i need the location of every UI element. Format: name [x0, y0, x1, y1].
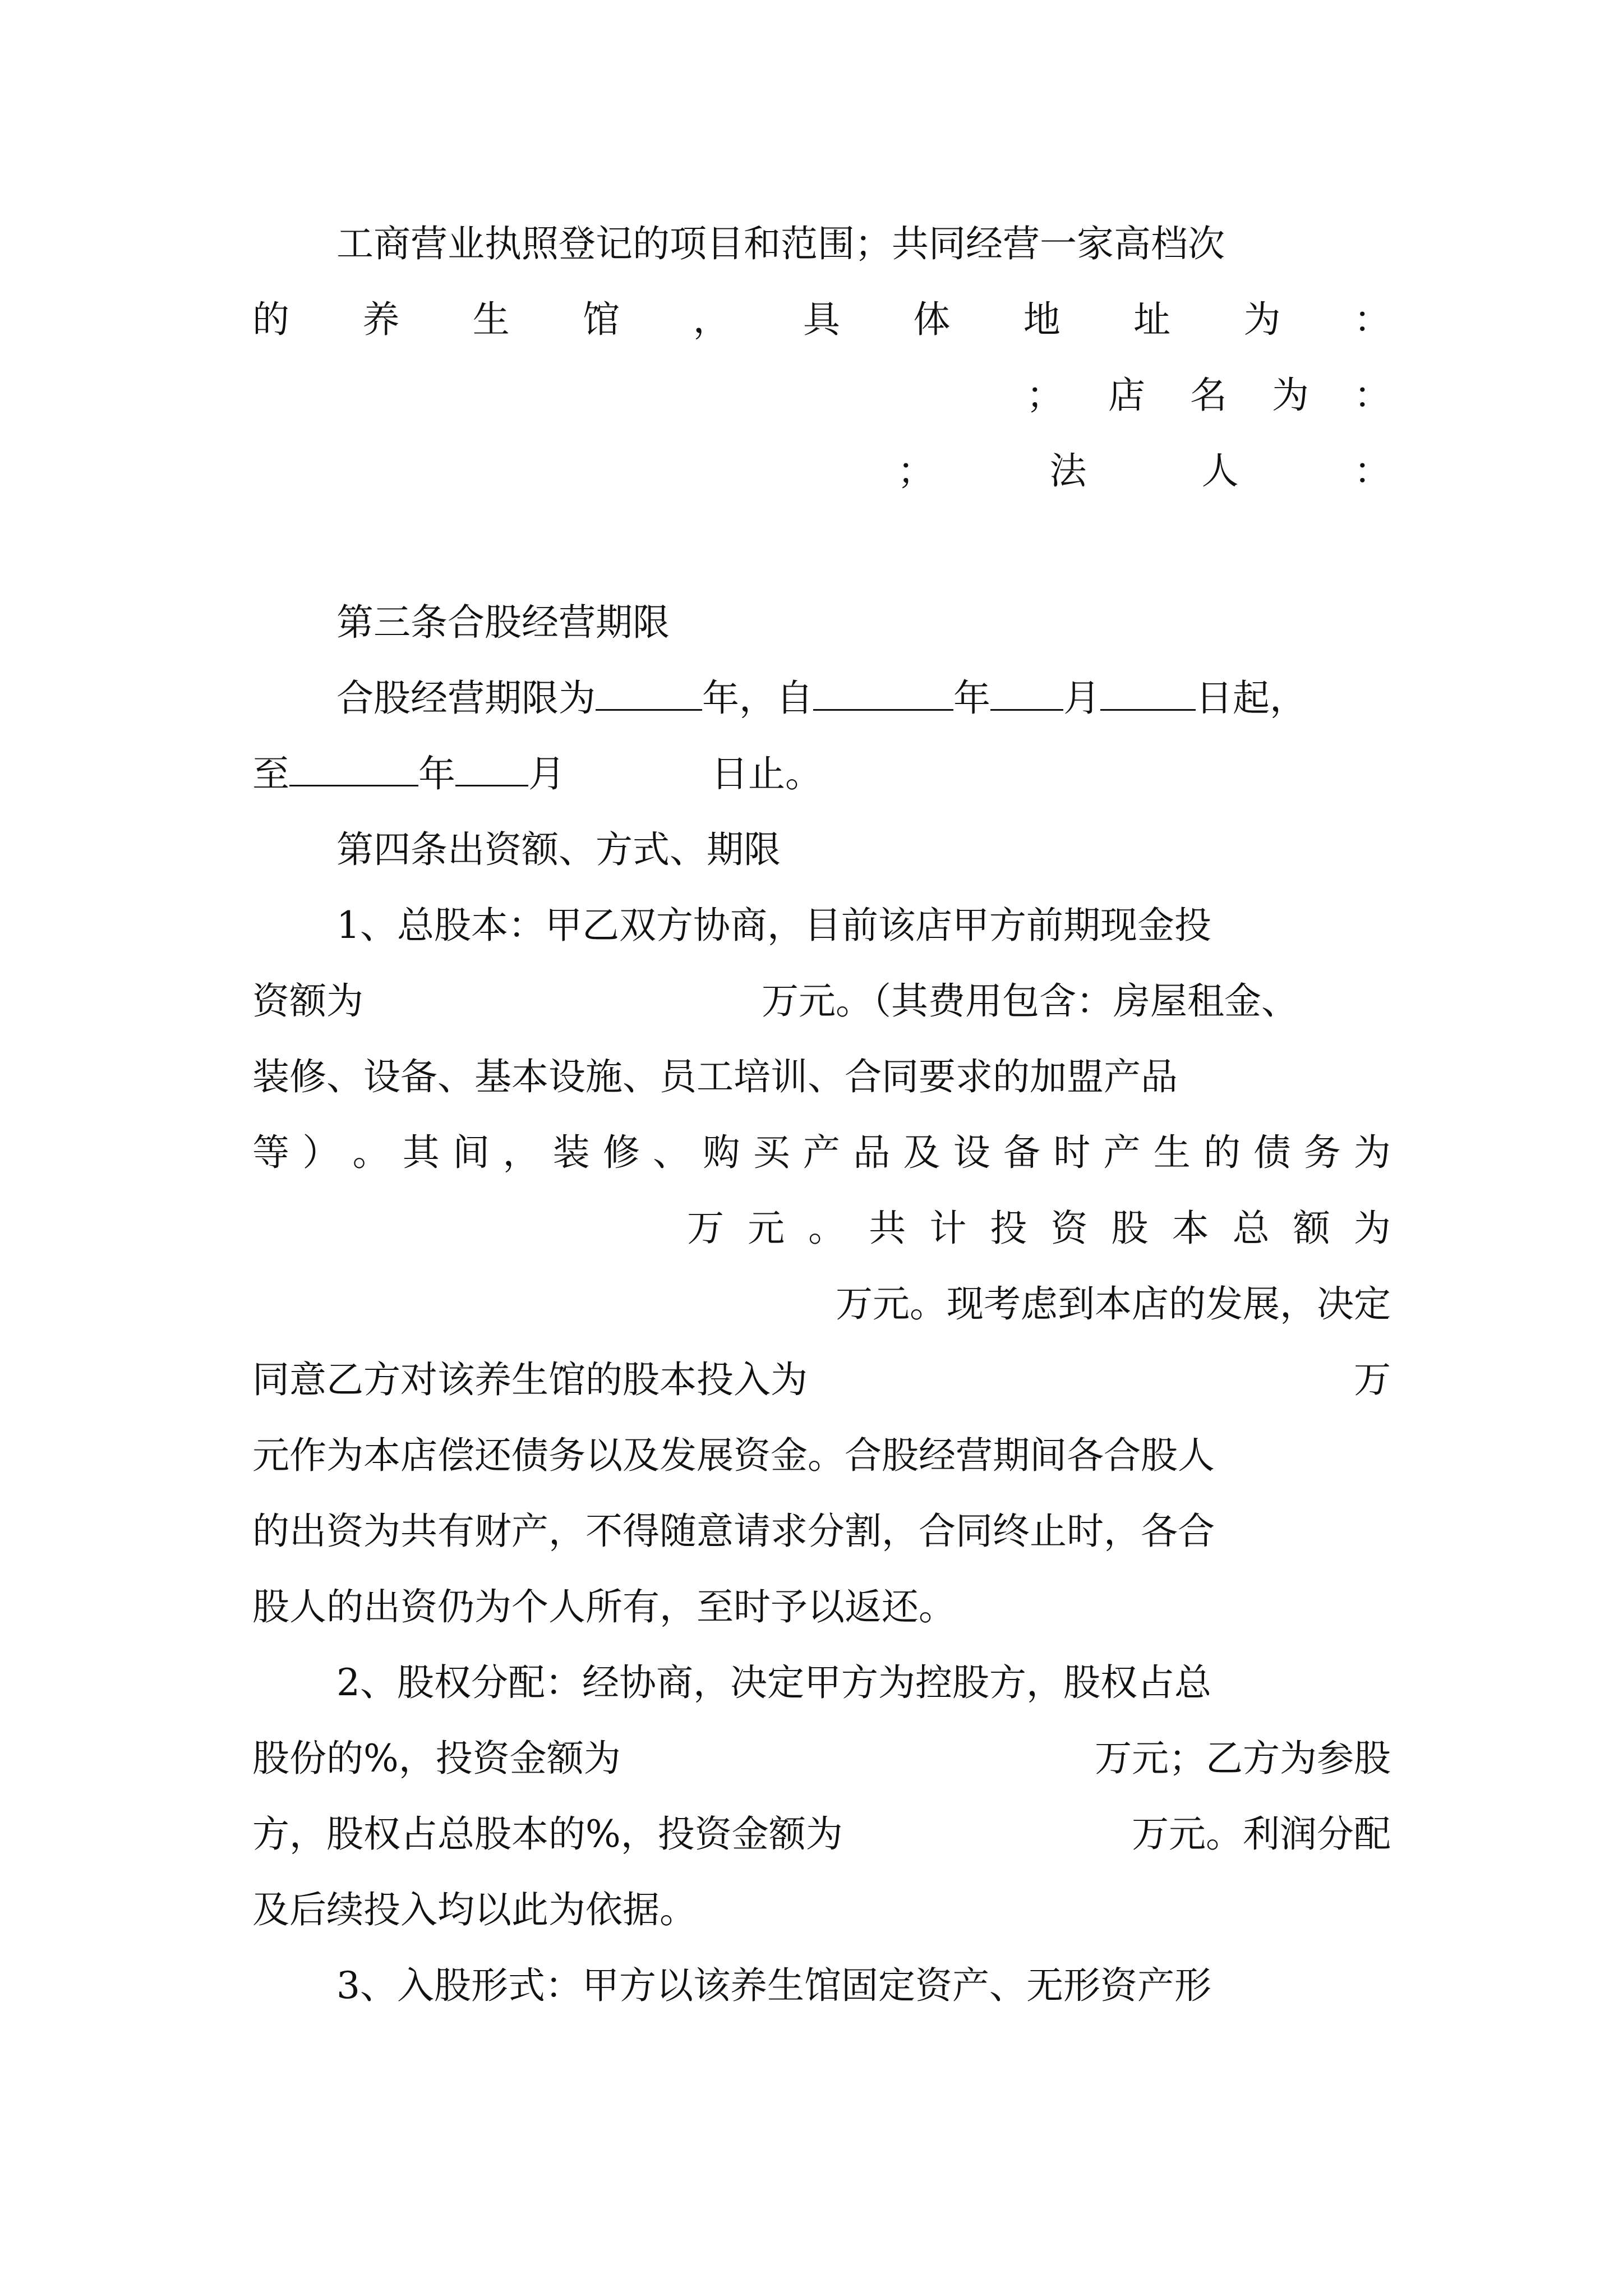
- text-line: 万元。现考虑到本店的发展，决定: [836, 1282, 1391, 1326]
- text-line: 装修、设备、基本设施、员工培训、合同要求的加盟产品: [252, 1055, 1178, 1098]
- fill-blank: [813, 674, 953, 711]
- article-3-line: 至 年 月 日止。: [252, 746, 1391, 802]
- article-3-title: 第三条合股经营期限: [336, 601, 670, 644]
- text-line: 方，股权占总股本的%，投资金额为 万元。利润分配: [252, 1812, 1391, 1856]
- fill-blank: [1100, 674, 1196, 711]
- fill-blank: [455, 750, 528, 786]
- text-line: 工商营业执照登记的项目和范围；共同经营一家高档次: [336, 222, 1225, 265]
- text-line-spaced: ； 店 名 为 ：: [1026, 374, 1391, 417]
- text-line: 股人的出资仍为个人所有，至时予以返还。: [252, 1585, 956, 1628]
- text-line-spaced: 等 ） 。 其 间 ， 装 修 、 购 买 产 品 及 设 备 时 产 生 的 债 务 为: [252, 1131, 1391, 1174]
- text-line: 元作为本店偿还债务以及发展资金。合股经营期间各合股人: [252, 1434, 1215, 1477]
- fill-blank: [289, 750, 418, 786]
- fill-blank: [990, 674, 1063, 711]
- article-3-line: 合股经营期限为 年，自 年 月 日起，: [336, 670, 1391, 726]
- text-line-spaced: 的 养 生 馆 ， 具 体 地 址 为 ：: [252, 298, 1391, 341]
- text-line: 资额为 万元。（其费用包含：房屋租金、: [252, 979, 1298, 1023]
- article-4-title: 第四条出资额、方式、期限: [336, 828, 781, 871]
- text-line: 2、股权分配：经协商，决定甲方为控股方，股权占总: [336, 1661, 1211, 1704]
- text-line: 1、总股本：甲乙双方协商，目前该店甲方前期现金投: [336, 904, 1211, 947]
- fill-blank: [596, 674, 702, 711]
- text-line: 及后续投入均以此为依据。: [252, 1888, 697, 1931]
- text-line: 同意乙方对该养生馆的股本投入为 万: [252, 1358, 1391, 1401]
- text-line: 3、入股形式：甲方以该养生馆固定资产、无形资产形: [336, 1964, 1211, 2007]
- text-line-spaced: 万 元 。 共 计 投 资 股 本 总 额 为: [687, 1207, 1391, 1250]
- text-line: 的出资为共有财产，不得随意请求分割，合同终止时，各合: [252, 1510, 1215, 1553]
- text-line-spaced: ； 法 人 ：: [897, 449, 1391, 493]
- text-line: 股份的%，投资金额为 万元；乙方为参股: [252, 1737, 1391, 1780]
